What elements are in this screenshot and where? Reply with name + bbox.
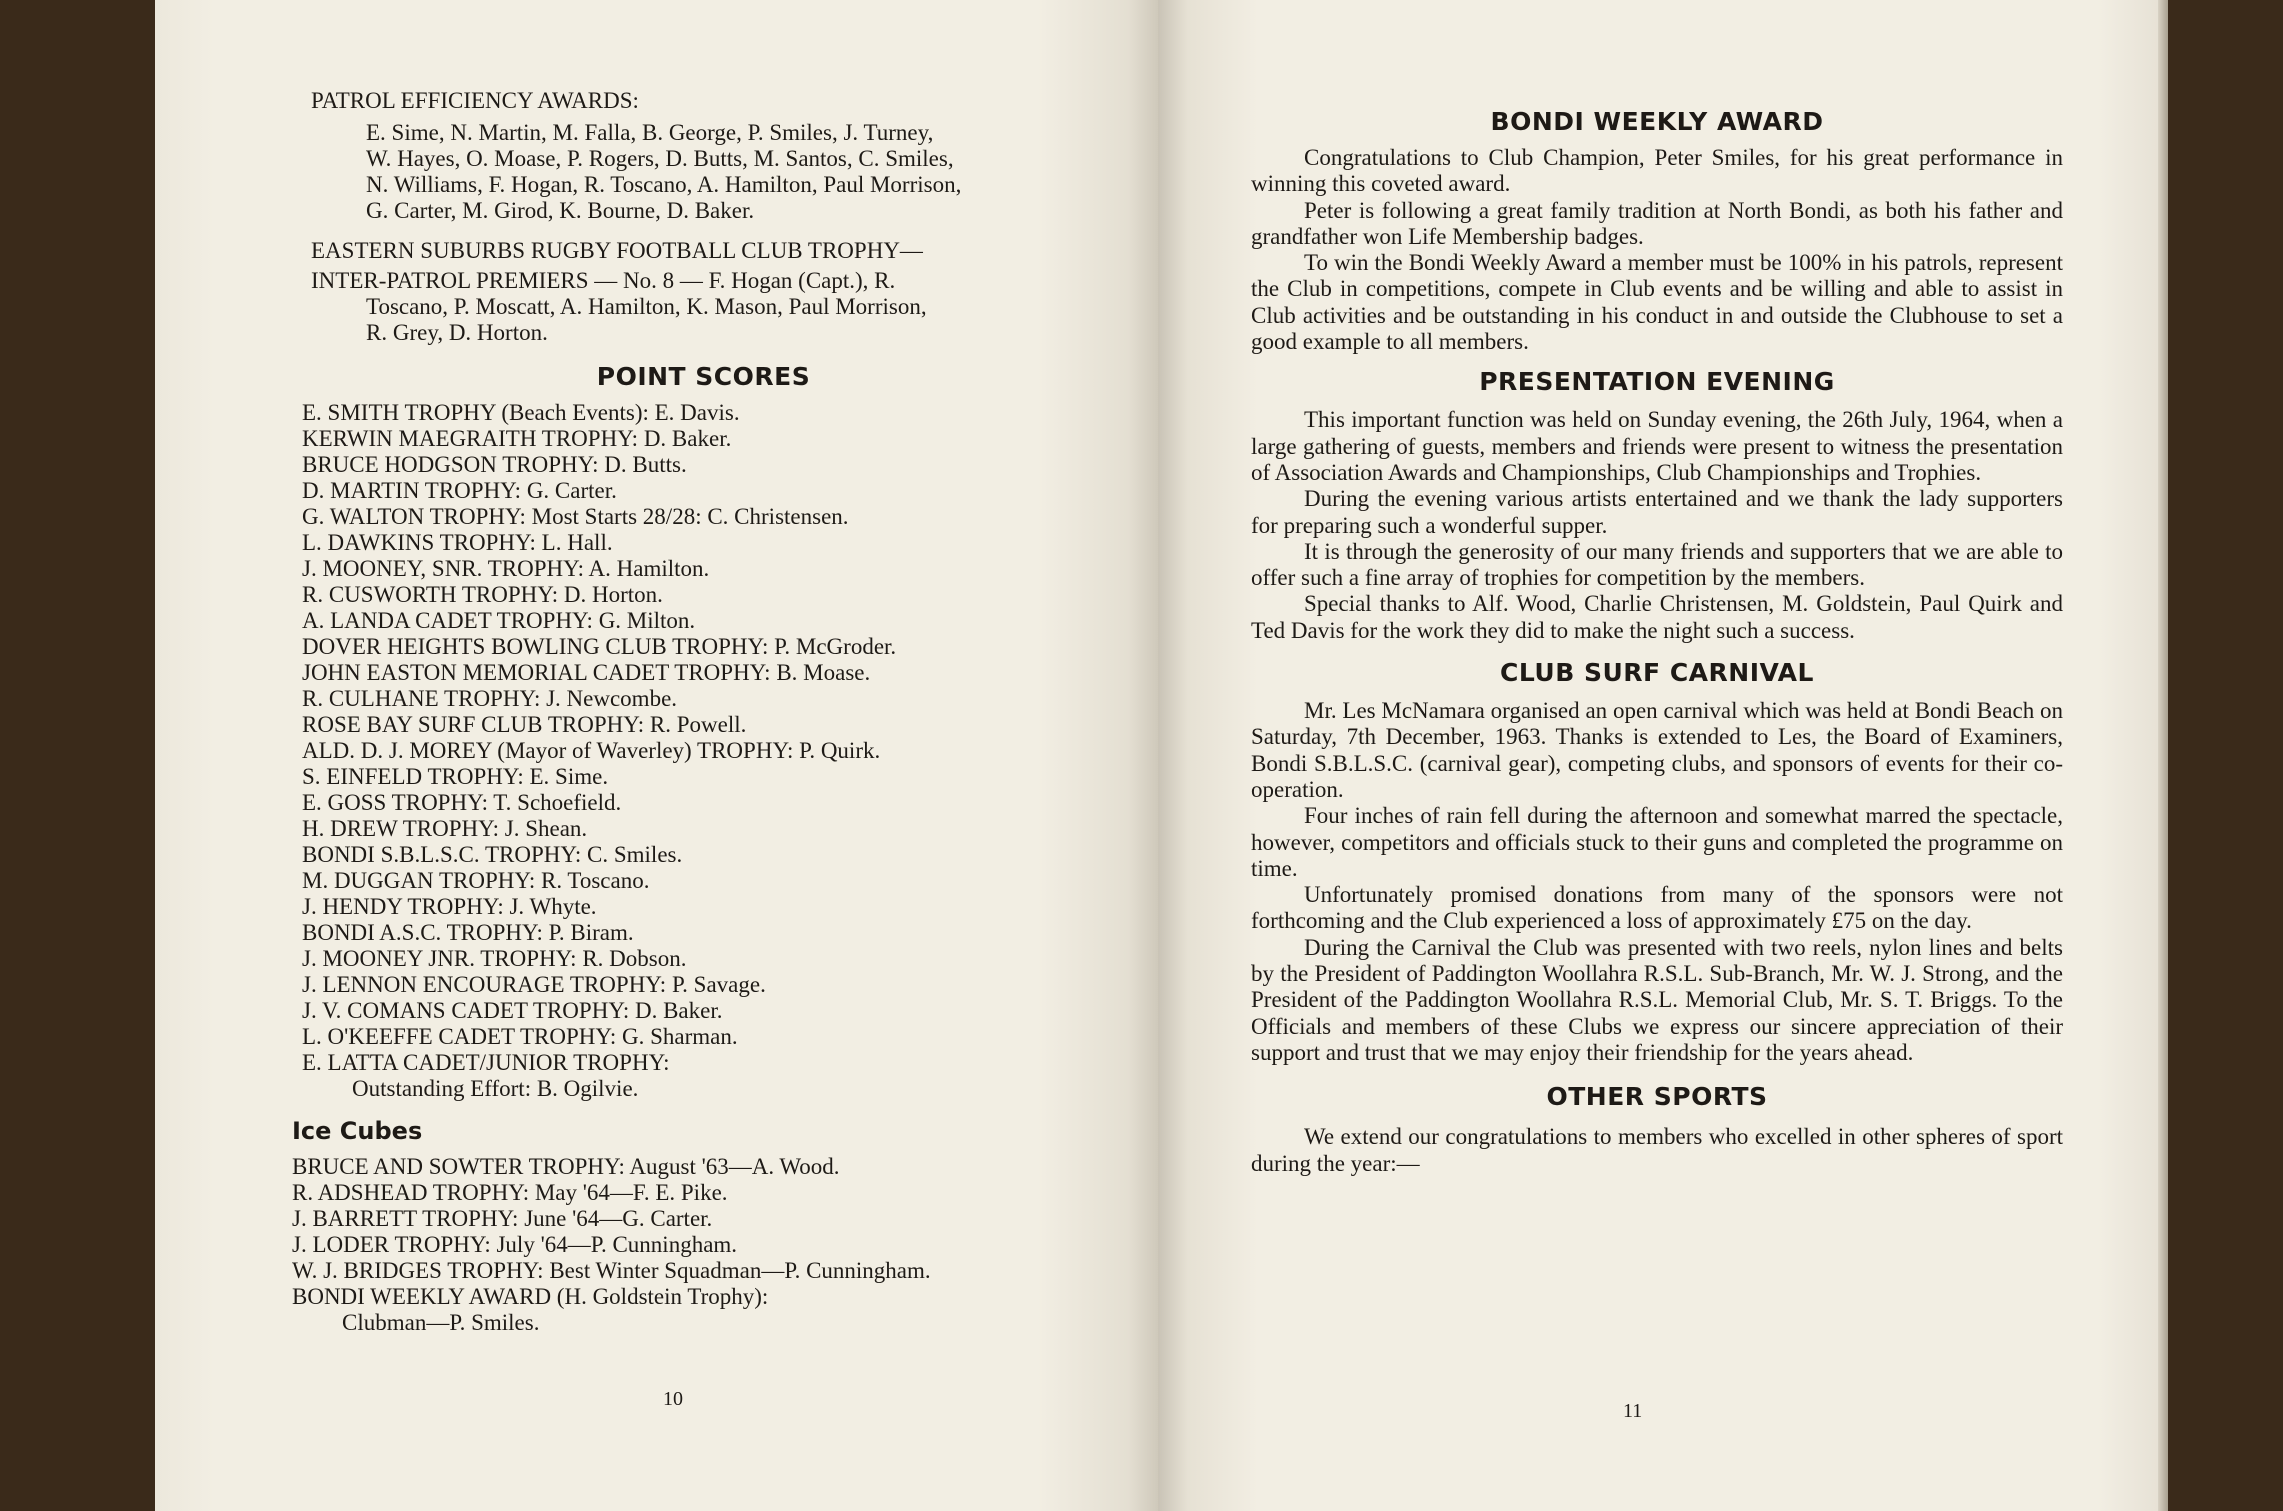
paragraph: During the evening various artists entertained and we thank the lady supporters for preparing such a wonderful supper. [1251, 486, 2063, 538]
list-item: J. HENDY TROPHY: J. Whyte. [302, 894, 597, 919]
patrol-efficiency-names [292, 120, 1115, 224]
presentation-evening-body [1251, 407, 2063, 644]
page-number: 11 [1623, 1400, 1643, 1422]
presentation-evening-title: PRESENTATION EVENING [1479, 367, 1835, 397]
other-sports-title: OTHER SPORTS [1546, 1082, 1768, 1112]
list-item: KERWIN MAEGRAITH TROPHY: D. Baker. [302, 426, 732, 451]
list-item: BRUCE AND SOWTER TROPHY: August '63—A. Wood. [292, 1154, 840, 1179]
patrol-names-line: G. Carter, M. Girod, K. Bourne, D. Baker. [366, 198, 755, 223]
list-item: R. CUSWORTH TROPHY: D. Horton. [302, 582, 663, 607]
bondi-weekly-title: BONDI WEEKLY AWARD [1490, 107, 1824, 136]
paragraph: This important function was held on Sunday evening, the 26th July, 1964, when a large gathering of guests, members and friends were present to witness the presentation of Association Awards and Championships, Club Championships and Trophies. [1251, 407, 2063, 485]
rugby-trophy-heading: EASTERN SUBURBS RUGBY FOOTBALL CLUB TROPHY— [311, 238, 923, 263]
club-surf-carnival-body [1251, 698, 2063, 1066]
rugby-names-line: R. Grey, D. Horton. [366, 320, 548, 345]
other-sports-body [1251, 1124, 2063, 1177]
patrol-names-line: W. Hayes, O. Moase, P. Rogers, D. Butts, M. Santos, C. Smiles, [366, 146, 954, 171]
point-scores-list [292, 400, 1115, 1102]
right-page [1158, 0, 2158, 1511]
list-item: JOHN EASTON MEMORIAL CADET TROPHY: B. Moase. [302, 660, 871, 685]
patrol-names-line: N. Williams, F. Hogan, R. Toscano, A. Hamilton, Paul Morrison, [366, 172, 962, 197]
list-item: W. J. BRIDGES TROPHY: Best Winter Squadman—P. Cunningham. [292, 1258, 931, 1283]
patrol-names-line: E. Sime, N. Martin, M. Falla, B. George, P. Smiles, J. Turney, [366, 120, 934, 145]
left-page-content [292, 88, 1115, 1336]
list-item: J. V. COMANS CADET TROPHY: D. Baker. [302, 998, 723, 1023]
paragraph: Unfortunately promised donations from many of the sponsors were not forthcoming and the Club experienced a loss of approximately £75 on the day. [1251, 882, 2063, 934]
list-item: BONDI A.S.C. TROPHY: P. Biram. [302, 920, 634, 945]
list-item: E. GOSS TROPHY: T. Schoefield. [302, 790, 622, 815]
page-number: 10 [663, 1388, 683, 1410]
list-item-sub: Outstanding Effort: B. Ogilvie. [352, 1076, 639, 1101]
paragraph: To win the Bondi Weekly Award a member must be 100% in his patrols, represent the Club in competitions, compete in Club events and be willing and able to assist in Club activities and be outstanding in his conduct in and outside the Clubhouse to set a good example to all members. [1251, 250, 2063, 355]
list-item: BRUCE HODGSON TROPHY: D. Butts. [302, 452, 687, 477]
bondi-weekly-body [1251, 145, 2063, 355]
list-item: J. MOONEY, SNR. TROPHY: A. Hamilton. [302, 556, 710, 581]
list-item: J. BARRETT TROPHY: June '64—G. Carter. [292, 1206, 713, 1231]
paragraph: It is through the generosity of our many friends and supporters that we are able to offer such a fine array of trophies for competition by the members. [1251, 538, 2063, 591]
paragraph: Peter is following a great family tradition at North Bondi, as both his father and grandfather won Life Membership badges. [1251, 197, 2063, 249]
list-item: J. LENNON ENCOURAGE TROPHY: P. Savage. [302, 972, 766, 997]
list-item: G. WALTON TROPHY: Most Starts 28/28: C. Christensen. [302, 504, 849, 529]
patrol-efficiency-heading: PATROL EFFICIENCY AWARDS: [311, 88, 639, 113]
list-item: J. LODER TROPHY: July '64—P. Cunningham. [292, 1232, 738, 1257]
list-item: L. O'KEEFFE CADET TROPHY: G. Sharman. [302, 1024, 738, 1049]
list-item: BONDI S.B.L.S.C. TROPHY: C. Smiles. [302, 842, 683, 867]
list-item: ROSE BAY SURF CLUB TROPHY: R. Powell. [302, 712, 747, 737]
list-item: D. MARTIN TROPHY: G. Carter. [302, 478, 617, 503]
paragraph: Special thanks to Alf. Wood, Charlie Christensen, M. Goldstein, Paul Quirk and Ted Davis for the work they did to make the night such a success. [1251, 591, 2063, 643]
club-surf-carnival-title: CLUB SURF CARNIVAL [1500, 658, 1814, 688]
list-item: J. MOONEY JNR. TROPHY: R. Dobson. [302, 946, 687, 971]
list-item: A. LANDA CADET TROPHY: G. Milton. [302, 608, 696, 633]
left-page [155, 0, 1158, 1511]
paragraph: During the Carnival the Club was presented with two reels, nylon lines and belts by the President of Paddington Woollahra R.S.L. Sub-Branch, Mr. W. J. Strong, and the President of the Paddington Woollahra R.S.L. Memorial Club, Mr. S. T. Briggs. To the Officials and members of these Clubs we express our sincere appreciation of their support and trust that we may enjoy their friendship for the years ahead. [1251, 934, 2063, 1065]
page-edge [2158, 0, 2168, 1511]
list-item: R. CULHANE TROPHY: J. Newcombe. [302, 686, 678, 711]
list-item: M. DUGGAN TROPHY: R. Toscano. [302, 868, 650, 893]
paragraph: We extend our congratulations to members who excelled in other spheres of sport during the year:— [1251, 1124, 2063, 1176]
list-item: E. SMITH TROPHY (Beach Events): E. Davis. [302, 400, 740, 425]
paragraph: Mr. Les McNamara organised an open carnival which was held at Bondi Beach on Saturday, 7th December, 1963. Thanks is extended to Les, the Board of Examiners, Bondi S.B.L.S.C. (carnival gear), competing clubs, and sponsors of events for their co-operation. [1251, 698, 2063, 802]
list-item: H. DREW TROPHY: J. Shean. [302, 816, 588, 841]
list-item: E. LATTA CADET/JUNIOR TROPHY: [302, 1050, 670, 1075]
rugby-trophy-first-line: INTER-PATROL PREMIERS — No. 8 — F. Hogan (Capt.), R. [311, 268, 896, 293]
list-item-sub: Clubman—P. Smiles. [342, 1310, 540, 1335]
right-page-content [1251, 105, 2063, 1177]
list-item: R. ADSHEAD TROPHY: May '64—F. E. Pike. [292, 1180, 728, 1205]
paragraph: Congratulations to Club Champion, Peter Smiles, for his great performance in winning this coveted award. [1251, 145, 2063, 197]
list-item: S. EINFELD TROPHY: E. Sime. [302, 764, 609, 789]
ice-cubes-title: Ice Cubes [292, 1117, 423, 1145]
rugby-names-line: Toscano, P. Moscatt, A. Hamilton, K. Mason, Paul Morrison, [366, 294, 927, 319]
list-item: ALD. D. J. MOREY (Mayor of Waverley) TROPHY: P. Quirk. [302, 738, 881, 763]
ice-cubes-list [292, 1154, 1115, 1336]
rugby-trophy-names [292, 294, 1115, 346]
paragraph: Four inches of rain fell during the afternoon and somewhat marred the spectacle, however, competitors and officials stuck to their guns and completed the programme on time. [1251, 803, 2063, 881]
list-item: DOVER HEIGHTS BOWLING CLUB TROPHY: P. McGroder. [302, 634, 897, 659]
list-item: BONDI WEEKLY AWARD (H. Goldstein Trophy): [292, 1284, 769, 1309]
point-scores-title: POINT SCORES [596, 362, 811, 391]
list-item: L. DAWKINS TROPHY: L. Hall. [302, 530, 613, 555]
